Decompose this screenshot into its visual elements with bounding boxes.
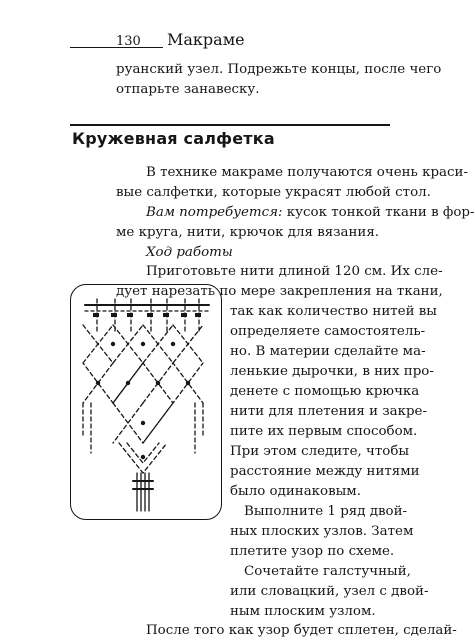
paragraph-line: Приготовьте нити длиной 120 см. Их сле-	[146, 264, 443, 279]
paragraph-line: пите их первым способом.	[230, 424, 418, 439]
paragraph-line: денете с помощью крючка	[230, 384, 420, 399]
page-number: 130	[116, 34, 141, 49]
paragraph-line: дует нарезать по мере закрепления на ткани,	[116, 284, 443, 299]
materials-label: Вам потребуется:	[146, 205, 283, 220]
paragraph-line: определяете самостоятель-	[230, 324, 426, 339]
paragraph-line: При этом следите, чтобы	[230, 444, 410, 459]
section-rule	[70, 124, 390, 126]
paragraph-line: Выполните 1 ряд двой-	[244, 504, 408, 519]
intro-line: руанский узел. Подрежьте концы, после чего	[116, 62, 442, 77]
running-title: Макраме	[167, 30, 245, 49]
materials-text: кусок тонкой ткани в фор-	[282, 205, 475, 220]
paragraph-line: ным плоским узлом.	[230, 604, 376, 619]
section-title: Кружевная салфетка	[72, 129, 275, 148]
intro-line: отпарьте занавеску.	[116, 82, 260, 97]
paragraph-line: нити для плетения и закре-	[230, 404, 427, 419]
paragraph-line: так как количество нитей вы	[230, 304, 437, 319]
paragraph-line: или словацкий, узел с двой-	[230, 584, 429, 599]
paragraph-line: Сочетайте галстучный,	[244, 564, 411, 579]
paragraph-line: ленькие дырочки, в них про-	[230, 364, 434, 379]
procedure-heading: Ход работы	[146, 245, 233, 260]
paragraph-line: но. В материи сделайте ма-	[230, 344, 426, 359]
materials-line: ме круга, нити, крючок для вязания.	[116, 225, 380, 240]
materials-line	[146, 203, 475, 223]
macrame-pattern-diagram-icon	[71, 285, 223, 521]
paragraph-line: вые салфетки, которые украсят любой стол.	[116, 185, 431, 200]
paragraph-line: плетите узор по схеме.	[230, 544, 395, 559]
paragraph-line: После того как узор будет сплетен, сделай-	[146, 623, 457, 638]
paragraph-line: ных плоских узлов. Затем	[230, 524, 414, 539]
paragraph-line: В технике макраме получаются очень краси-	[146, 165, 468, 180]
paragraph-line: расстояние между нитями	[230, 464, 420, 479]
paragraph-line: было одинаковым.	[230, 484, 361, 499]
macrame-pattern-figure	[70, 284, 222, 520]
